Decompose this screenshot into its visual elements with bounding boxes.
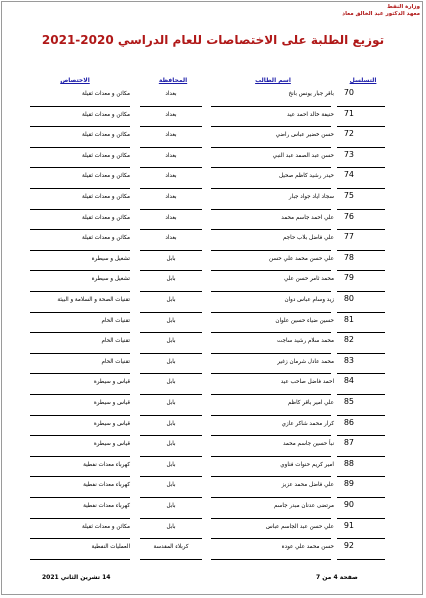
row-seq: 81 (343, 314, 354, 324)
row-student-name: كرار محمد شاكر عازي (281, 420, 334, 427)
row-seq: 86 (343, 417, 354, 427)
table-row (0, 457, 426, 478)
row-student-name: حسن محمد علي عودة (281, 544, 334, 551)
row-governorate: بابل (166, 338, 176, 345)
row-student-name: علي حسن محمد علي حسن (268, 255, 334, 262)
table-row (0, 127, 426, 148)
row-seq: 78 (343, 252, 354, 262)
row-specialization: مكائن و معدات ثقيلة (81, 214, 130, 221)
row-specialization: مكائن و معدات ثقيلة (81, 132, 130, 139)
table-row (0, 251, 426, 272)
row-specialization: تقنيات الحام (101, 317, 130, 324)
row-seq: 72 (343, 129, 354, 139)
table-row (0, 230, 426, 251)
header-name: اسم الطالب (255, 77, 291, 84)
ministry-header (342, 4, 420, 18)
row-specialization: تقنيات الحام (101, 338, 130, 345)
table-row (0, 539, 426, 560)
row-seq: 85 (343, 397, 354, 406)
header-seq: التسلسل (349, 77, 377, 84)
row-student-name: محمد ثامر حسن علي (283, 276, 334, 283)
row-seq: 84 (343, 376, 354, 386)
row-student-name: باقر جبار يونس بانخ (288, 91, 334, 97)
row-governorate: بابل (166, 400, 176, 406)
row-governorate: بغداد (165, 235, 177, 242)
table-row (0, 271, 426, 292)
row-specialization: تقنيات الحام (101, 358, 130, 365)
table-row (0, 395, 426, 416)
table-row (0, 477, 426, 498)
row-seq: 77 (343, 232, 354, 242)
row-student-name: حنيفة خالد احمد عيد (287, 111, 334, 118)
row-seq: 80 (343, 294, 354, 303)
row-student-name: نبأ حسين جاسم محمد (282, 441, 334, 448)
row-governorate: بابل (166, 420, 176, 427)
row-seq: 79 (343, 273, 354, 283)
row-specialization: مكائن و معدات ثقيلة (81, 235, 130, 242)
row-seq: 91 (343, 520, 354, 530)
row-student-name: حيدر رشيد كاظم صحيل (279, 173, 334, 180)
row-seq: 83 (343, 355, 354, 365)
row-governorate: بغداد (165, 194, 177, 200)
row-seq: 90 (343, 500, 354, 509)
row-student-name: علي احمد جاسم محمد (281, 214, 334, 221)
row-student-name: احمد فاضل صاحب عيد (280, 379, 334, 386)
row-student-name: علي حسن عبد الجاسم عباس (265, 523, 334, 530)
row-specialization: مكائن و معدات ثقيلة (81, 91, 130, 97)
row-specialization: كهرباء معدات نفطية (83, 482, 130, 489)
row-governorate: بغداد (165, 173, 177, 180)
row-specialization: مكائن و معدات ثقيلة (81, 111, 130, 118)
row-underline (30, 559, 130, 560)
row-student-name: امير كريم حنوات فناوي (280, 461, 334, 468)
row-specialization: قياس و سيطرة (93, 441, 130, 448)
row-governorate: بابل (166, 441, 176, 448)
row-governorate: بغداد (165, 152, 177, 159)
row-governorate: بابل (166, 503, 176, 509)
row-seq: 82 (343, 335, 354, 345)
row-specialization: كهرباء معدات نفطية (83, 461, 130, 468)
row-underline (211, 559, 331, 560)
table-row (0, 292, 426, 313)
page-title: توزيع الطلبة على الاختصاصات للعام الدراسي 2020-2021 (41, 33, 385, 47)
row-governorate: بغداد (165, 111, 177, 118)
row-specialization: مكائن و معدات ثقيلة (81, 523, 130, 530)
row-governorate: بابل (166, 461, 176, 468)
row-seq: 73 (343, 149, 354, 159)
table-row (0, 148, 426, 169)
table-row (0, 436, 426, 457)
row-seq: 75 (343, 191, 354, 200)
row-specialization: تشغيل و سيطرة (91, 255, 130, 262)
row-governorate: بابل (166, 255, 176, 262)
row-governorate: بغداد (165, 214, 177, 221)
row-underline (337, 559, 385, 560)
row-seq: 88 (343, 458, 354, 468)
row-seq: 92 (343, 541, 354, 551)
row-seq: 70 (343, 88, 354, 97)
row-student-name: علي فاضل بلاب حاجم (282, 235, 334, 242)
table-row (0, 333, 426, 354)
row-underline (140, 559, 202, 560)
row-student-name: حسين ضياء حسين علوان (275, 317, 334, 324)
row-student-name: سجاد اياد جواد جبار (288, 194, 334, 200)
row-student-name: مرتضى عدنان مبدر جاسم (273, 503, 334, 509)
table-row (0, 107, 426, 128)
print-date: 14 تشرين الثاني 2021 (42, 574, 111, 581)
table-row (0, 313, 426, 334)
row-specialization: تشغيل و سيطرة (91, 276, 130, 283)
page-number: صفحة 4 من 7 (316, 574, 358, 581)
row-student-name: محمد سلام رشيد ساجت (277, 338, 334, 345)
table-row (0, 519, 426, 540)
row-seq: 87 (343, 438, 354, 448)
table-row (0, 354, 426, 375)
row-student-name: علي امير باقر كاظم (287, 400, 334, 406)
row-seq: 71 (343, 108, 354, 118)
header-governorate: المحافظة (158, 77, 188, 84)
row-specialization: تقنيات الصحة و السلامة و البيئة (57, 297, 130, 303)
row-governorate: بابل (166, 317, 176, 324)
table-row (0, 498, 426, 519)
row-seq: 74 (343, 170, 354, 180)
row-governorate: بابل (166, 276, 176, 283)
table-row (0, 210, 426, 231)
row-student-name: حسن خضير عباس راضي (275, 132, 334, 139)
row-governorate: بابل (166, 358, 176, 365)
row-specialization: كهرباء معدات نفطية (83, 503, 130, 509)
row-specialization: قياس و سيطرة (93, 379, 130, 386)
table-row (0, 189, 426, 210)
row-student-name: علي فاضل محمد عزيز (281, 482, 334, 489)
header-specialization: الاختصاص (60, 77, 90, 84)
row-student-name: حسن عبد الصمد عبد النبي (272, 152, 334, 159)
row-seq: 76 (343, 211, 354, 221)
row-governorate: بغداد (165, 132, 177, 139)
row-governorate: بابل (166, 482, 176, 489)
row-specialization: قياس و سيطرة (93, 400, 130, 406)
row-seq: 89 (343, 479, 354, 489)
table-row (0, 374, 426, 395)
table-row (0, 168, 426, 189)
row-governorate: كربلاء المقدسة (153, 544, 189, 551)
row-specialization: قياس و سيطرة (93, 420, 130, 427)
row-governorate: بابل (166, 297, 176, 303)
row-student-name: زيد وسام عباس دوان (284, 297, 334, 303)
table-row (0, 86, 426, 107)
row-governorate: بابل (166, 379, 176, 386)
row-governorate: بابل (166, 523, 176, 530)
row-student-name: محمد عادل شرمان زغير (277, 358, 334, 365)
row-specialization: مكائن و معدات ثقيلة (81, 152, 130, 159)
row-specialization: مكائن و معدات ثقيلة (81, 194, 130, 200)
ministry-line-2: معهد الدكتور عبد الخالق معاذ (342, 11, 420, 17)
row-specialization: العمليات النفطية (91, 544, 130, 551)
table-row (0, 416, 426, 437)
row-specialization: مكائن و معدات ثقيلة (81, 173, 130, 180)
ministry-line-1: وزارة النفط (387, 4, 420, 10)
row-governorate: بغداد (165, 91, 177, 97)
